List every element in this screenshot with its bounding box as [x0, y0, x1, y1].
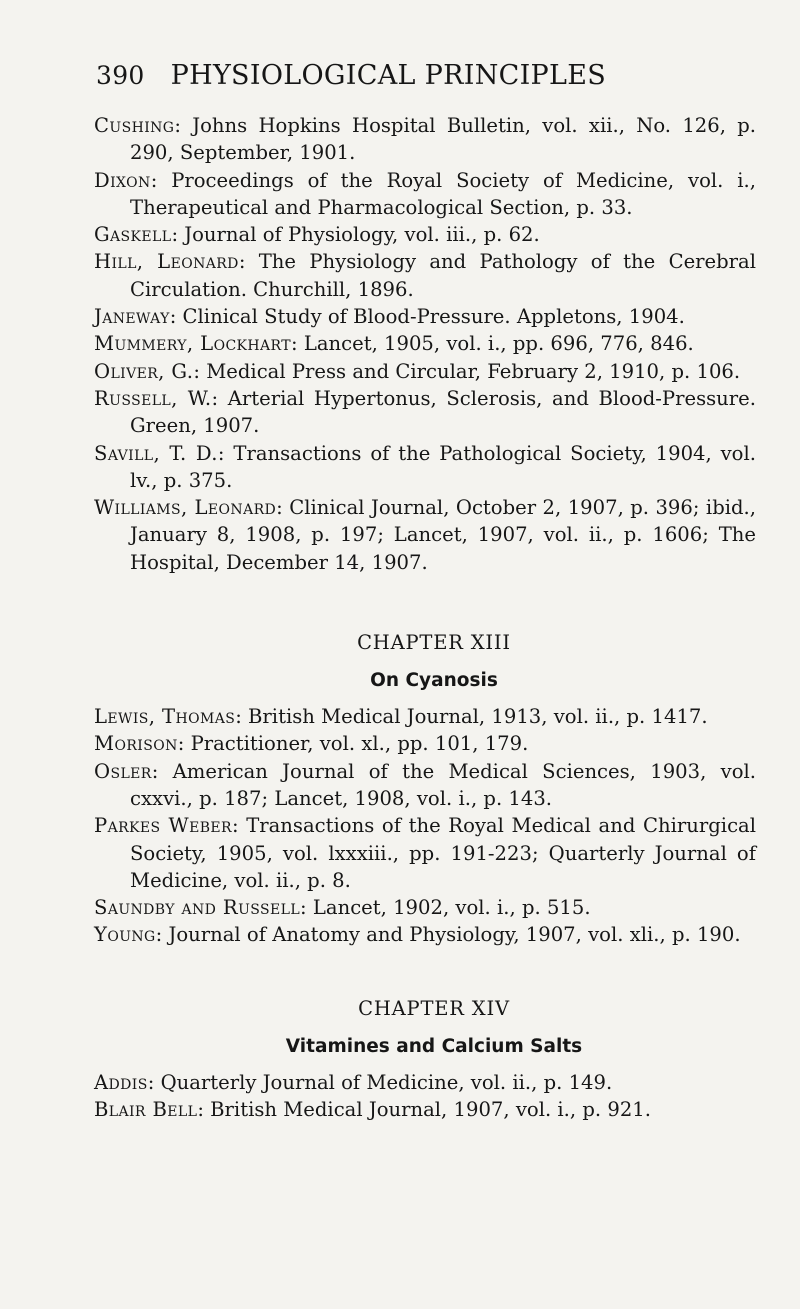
chapter-13-heading: CHAPTER XIII [357, 631, 511, 655]
reference-author: Parkes Weber [94, 814, 232, 838]
reference-author: Young [94, 923, 156, 947]
reference-list-chapter-13 [94, 703, 756, 949]
reference-author: Dixon [94, 168, 151, 192]
reference-entry [94, 385, 756, 440]
reference-author: Hill, Leonard [94, 250, 239, 274]
reference-author: Savill, T. D. [94, 441, 218, 465]
reference-author: Blair Bell [94, 1098, 198, 1122]
reference-entry [94, 167, 756, 222]
reference-citation: : Johns Hopkins Hospital Bulletin, vol. xii., No. 126, p. 290, September, 1901. [130, 114, 756, 165]
reference-entry [94, 921, 756, 948]
reference-author: Addis [94, 1070, 148, 1094]
reference-entry [94, 494, 756, 576]
reference-author: Williams, Leonard [94, 496, 277, 520]
chapter-13-subheading: On Cyanosis [370, 670, 498, 692]
running-title: PHYSIOLOGICAL PRINCIPLES [170, 60, 607, 91]
reference-citation: : Transactions of the Pathological Society, 1904, vol. lv., p. 375. [130, 441, 756, 492]
chapter-14-heading: CHAPTER XIV [358, 996, 510, 1020]
reference-citation: : Journal of Physiology, vol. iii., p. 62. [171, 223, 540, 247]
reference-author: Oliver, G. [94, 359, 194, 383]
reference-entry [94, 440, 756, 495]
reference-citation: : Lancet, 1902, vol. i., p. 515. [300, 896, 591, 920]
reference-author: Gaskell [94, 223, 172, 247]
reference-citation: : Quarterly Journal of Medicine, vol. ii., p. 149. [147, 1070, 613, 1094]
reference-entry [94, 730, 756, 757]
page-number: 390 [96, 61, 145, 90]
reference-citation: : Journal of Anatomy and Physiology, 1907, vol. xli., p. 190. [155, 923, 741, 947]
reference-author: Osler [94, 759, 152, 783]
reference-author: Russell, W. [94, 386, 212, 410]
reference-citation: : British Medical Journal, 1907, vol. i., p. 921. [197, 1098, 651, 1122]
reference-citation: : Clinical Journal, October 2, 1907, p. 396; ibid., January 8, 1908, p. 197; Lancet, 1907, vol. ii., p. 1606; The Hospital, December 14, 1907. [130, 496, 756, 574]
reference-entry [94, 358, 756, 385]
reference-entry [94, 894, 756, 921]
reference-entry [94, 248, 756, 303]
reference-entry [94, 812, 756, 894]
reference-entry [94, 303, 756, 330]
reference-citation: : Lancet, 1905, vol. i., pp. 696, 776, 846. [290, 332, 694, 356]
reference-entry [94, 1069, 756, 1096]
reference-citation: : The Physiology and Pathology of the Cerebral Circulation. Churchill, 1896. [130, 250, 756, 301]
reference-citation: : Proceedings of the Royal Society of Medicine, vol. i., Therapeutical and Pharmacological Section, p. 33. [130, 168, 756, 219]
reference-citation: : Arterial Hypertonus, Sclerosis, and Blood-Pressure. Green, 1907. [130, 386, 756, 438]
reference-citation: : American Journal of the Medical Sciences, 1903, vol. cxxvi., p. 187; Lancet, 1908, vol. i., p. 143. [130, 759, 756, 810]
reference-author: Lewis, Thomas [94, 705, 236, 729]
reference-citation: : Clinical Study of Blood-Pressure. Appletons, 1904. [169, 305, 685, 329]
reference-citation: : Practitioner, vol. xl., pp. 101, 179. [177, 732, 529, 756]
reference-list-chapter-12 [94, 112, 756, 576]
reference-citation: : Medical Press and Circular, February 2, 1910, p. 106. [193, 359, 741, 383]
reference-citation: : British Medical Journal, 1913, vol. ii., p. 1417. [235, 705, 708, 729]
reference-entry [94, 703, 756, 730]
running-head [96, 60, 756, 91]
reference-entry [94, 758, 756, 813]
reference-entry [94, 330, 756, 357]
reference-entry [94, 112, 756, 167]
reference-author: Mummery, Lockhart [94, 332, 291, 356]
reference-entry [94, 221, 756, 248]
reference-citation: : Transactions of the Royal Medical and Chirurgical Society, 1905, vol. lxxxiii., pp. 191-223; Quarterly Journal of Medicine, vol. ii., p. 8. [130, 814, 756, 892]
reference-author: Janeway [94, 305, 170, 329]
reference-list-chapter-14 [94, 1069, 756, 1124]
reference-author: Saundby and Russell [94, 896, 301, 920]
reference-entry [94, 1096, 756, 1123]
reference-author: Morison [94, 732, 178, 756]
reference-author: Cushing [94, 114, 175, 137]
chapter-14-subheading: Vitamines and Calcium Salts [285, 1035, 583, 1057]
